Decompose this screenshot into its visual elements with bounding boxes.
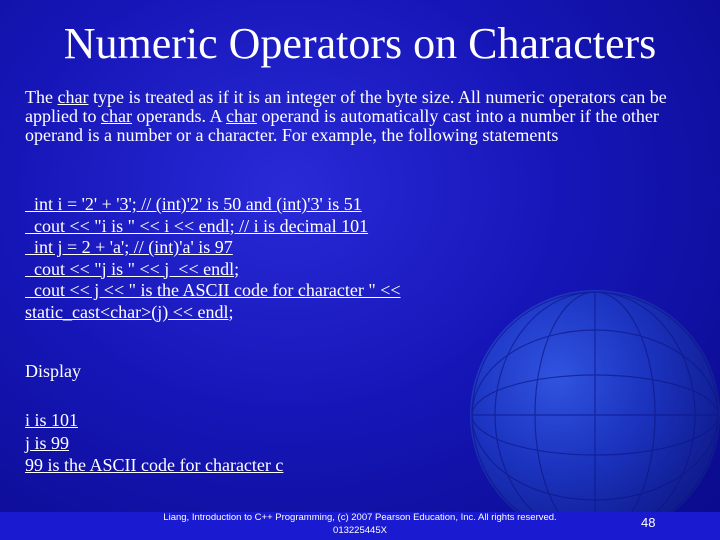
output-line: i is 101 [25,410,79,430]
para-text-3: operands. A [131,106,226,126]
globe-lines [470,290,720,540]
footer-credit [140,511,580,537]
char-keyword-1: char [57,87,89,107]
footer-line-2: 013225445X [333,525,387,536]
output-line: 99 is the ASCII code for character c [25,455,284,475]
code-line: static_cast<char>(j) << endl; [25,301,234,322]
char-keyword-2: char [100,106,132,126]
code-line: int j = 2 + 'a'; // (int)'a' is 97 [25,237,233,257]
globe-graphic [470,290,720,540]
display-label: Display [25,361,81,381]
output-line: j is 99 [25,432,70,453]
footer-line-1: Liang, Introduction to C++ Programming, (c) 2007 Pearson Education, Inc. All rights reserved. [163,512,557,523]
para-text-1: The [25,87,58,107]
code-line: int i = '2' + '3'; // (int)'2' is 50 and (int)'3' is 51 [25,194,362,214]
code-line: cout << "i is " << i << endl; // i is decimal 101 [25,215,369,236]
code-line: cout << "j is " << j << endl; [25,258,240,279]
para-text-4: operand is automatically cast into a number if the other operand is a number or a character. For example, the following statements [25,106,659,145]
page-number: 48 [641,515,656,530]
output-block [25,409,283,477]
intro-paragraph [25,88,700,145]
code-line: cout << j << " is the ASCII code for character " << [25,280,401,300]
char-keyword-3: char [225,106,257,126]
code-block [25,194,705,323]
para-text-2: type is treated as if it is an integer of the byte size. All numeric operators can be applied to [25,87,667,126]
slide-title: Numeric Operators on Characters [63,19,657,68]
